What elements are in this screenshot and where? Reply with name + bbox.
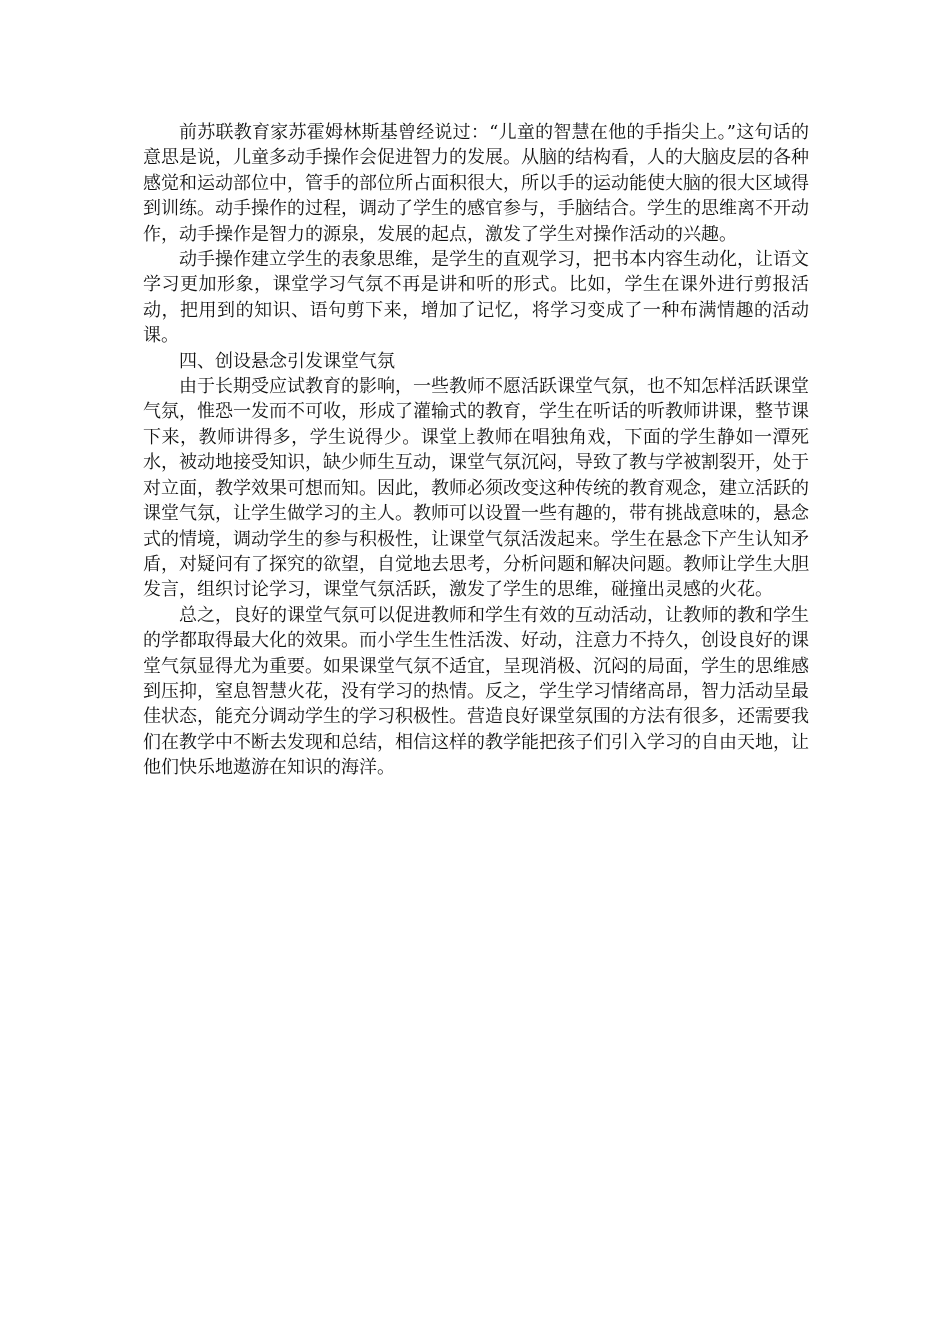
paragraph-suspense-atmosphere: 由于长期受应试教育的影响，一些教师不愿活跃课堂气氛，也不知怎样活跃课堂气氛，惟恐一发而不可收，形成了灌输式的教育，学生在听话的听教师讲课，整节课下来，教师讲得多，学生说得少。课堂上教师在唱独角戏，下面的学生静如一潭死水，被动地接受知识，缺少师生互动，课堂气氛沉闷，导致了教与学被割裂开，处于对立面，教学效果可想而知。因此，教师必须改变这种传统的教育观念，建立活跃的课堂气氛，让学生做学习的主人。教师可以设置一些有趣的，带有挑战意味的，悬念式的情境，调动学生的参与积极性，让课堂气氛活泼起来。学生在悬念下产生认知矛盾，对疑问有了探究的欲望，自觉地去思考，分析问题和解决问题。教师让学生大胆发言，组织讨论学习，课堂气氛活跃，激发了学生的思维，碰撞出灵感的火花。 xyxy=(143,376,809,601)
paragraph-representational-thinking: 动手操作建立学生的表象思维，是学生的直观学习，把书本内容生动化，让语文学习更加形象，课堂学习气氛不再是讲和听的形式。比如，学生在课外进行剪报活动，把用到的知识、语句剪下来，增加了记忆，将学习变成了一种布满情趣的活动课。 xyxy=(143,249,809,347)
document-body xyxy=(143,120,809,781)
section-heading: 四、创设悬念引发课堂气氛 xyxy=(179,350,395,372)
paragraph-hands-on-intelligence: 前苏联教育家苏霍姆林斯基曾经说过：“儿童的智慧在他的手指尖上。”这句话的意思是说，儿童多动手操作会促进智力的发展。从脑的结构看，人的大脑皮层的各种感觉和运动部位中，管手的部位所占面积很大，所以手的运动能使大脑的很大区域得到训练。动手操作的过程，调动了学生的感官参与，手脑结合。学生的思维离不开动作，动手操作是智力的源泉，发展的起点，激发了学生对操作活动的兴趣。 xyxy=(143,122,809,245)
paragraph-conclusion: 总之，良好的课堂气氛可以促进教师和学生有效的互动活动，让教师的教和学生的学都取得最大化的效果。而小学生生性活泼、好动，注意力不持久，创设良好的课堂气氛显得尤为重要。如果课堂气氛不适宜，呈现消极、沉闷的局面，学生的思维感到压抑，窒息智慧火花，没有学习的热情。反之，学生学习情绪高昂，智力活动呈最佳状态，能充分调动学生的学习积极性。营造良好课堂氛围的方法有很多，还需要我们在教学中不断去发现和总结，相信这样的教学能把孩子们引入学习的自由天地，让他们快乐地遨游在知识的海洋。 xyxy=(143,604,809,779)
